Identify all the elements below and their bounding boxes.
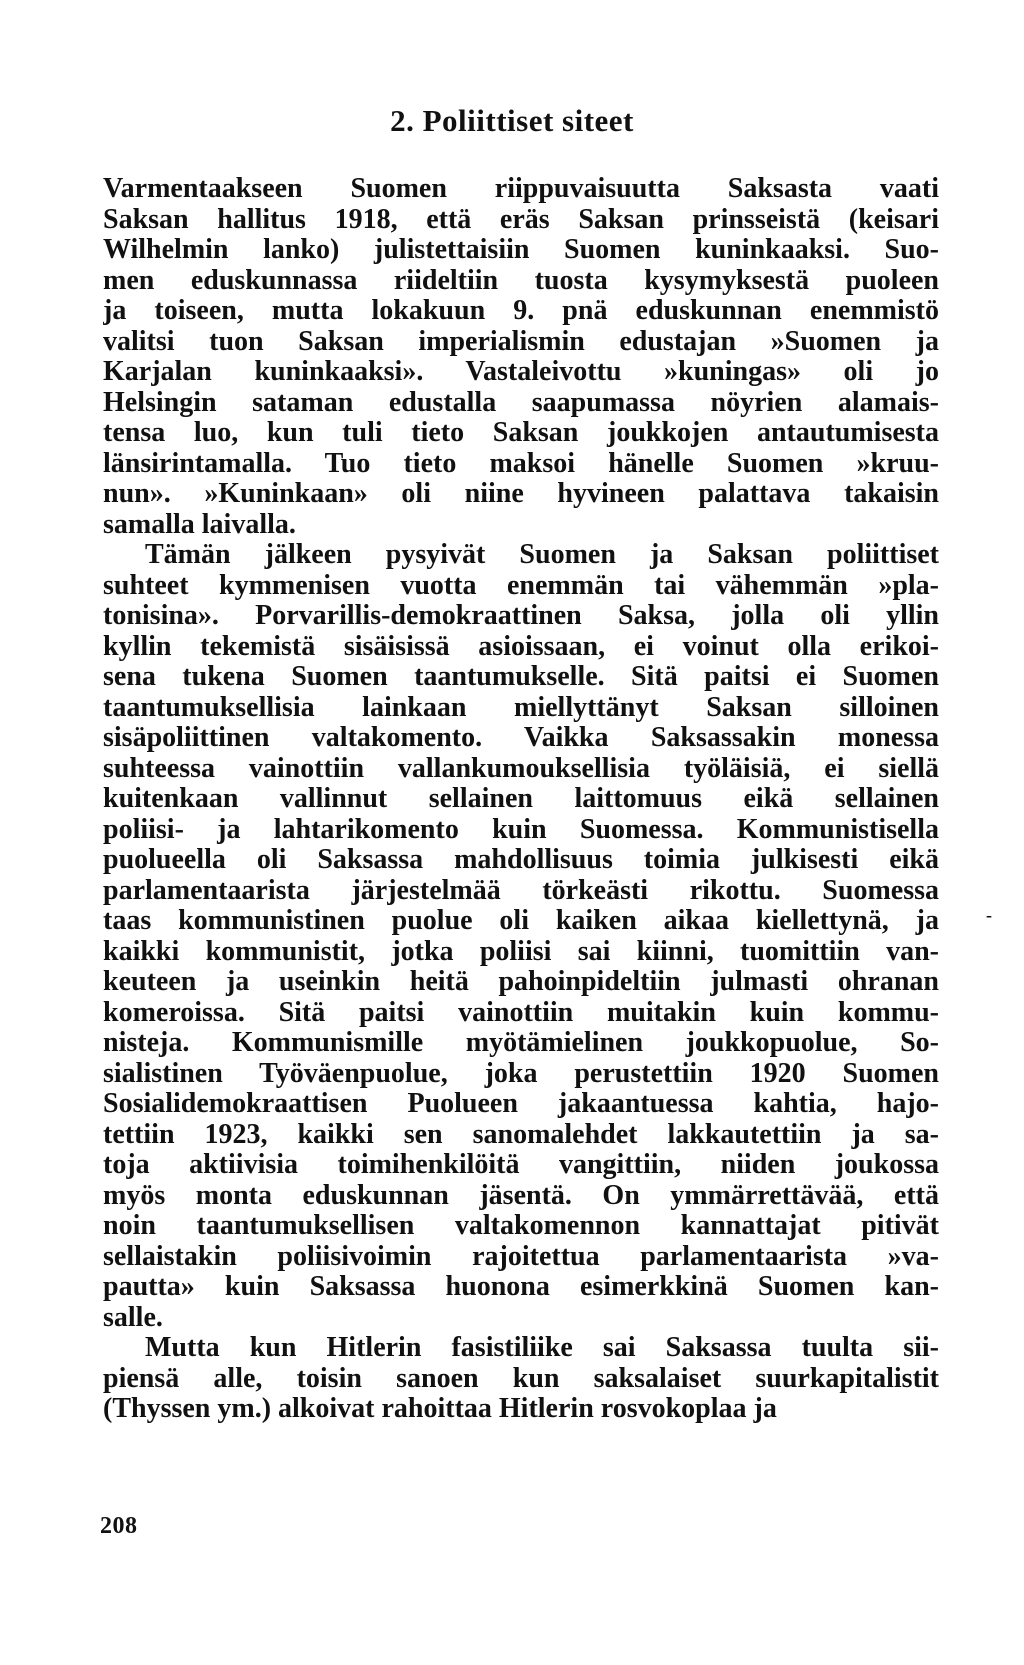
text-line: Varmentaakseen Suomen riippuvaisuutta Saksasta vaati <box>103 174 939 204</box>
text-line: myös monta eduskunnan jäsentä. On ymmärrettävää, että <box>103 1180 939 1211</box>
body-text <box>103 174 939 1425</box>
text-line: sellaistakin poliisivoimin rajoitettua parlamentaarista »va- <box>103 1241 939 1272</box>
text-line: suhteessa vainottiin vallankumouksellisia työläisiä, ei siellä <box>103 753 939 784</box>
text-line: toja aktiivisia toimihenkilöitä vangittiin, niiden joukossa <box>103 1150 939 1180</box>
text-line: sisäpoliittinen valtakomento. Vaikka Saksassakin monessa <box>103 723 939 753</box>
text-line: parlamentaarista järjestelmää törkeästi rikottu. Suomessa <box>103 875 939 906</box>
text-line: poliisi- ja lahtarikomento kuin Suomessa. Kommunistisella <box>103 814 939 845</box>
text-line: taantumuksellisia lainkaan miellyttänyt Saksan silloinen <box>103 692 939 723</box>
text-line: piensä alle, toisin sanoen kun saksalaiset suurkapitalistit <box>103 1363 939 1394</box>
text-line: sialistinen Työväenpuolue, joka perustettiin 1920 Suomen <box>103 1058 939 1089</box>
text-line: kaikki kommunistit, jotka poliisi sai kiinni, tuomittiin van- <box>103 936 939 967</box>
text-line: Sosialidemokraattisen Puolueen jakaantuessa kahtia, hajo- <box>103 1089 939 1119</box>
text-line: ja toiseen, mutta lokakuun 9. pnä eduskunnan enemmistö <box>103 296 939 326</box>
text-line: Karjalan kuninkaaksi». Vastaleivottu »kuningas» oli jo <box>103 357 939 387</box>
text-line: tonisina». Porvarillis-demokraattinen Saksa, jolla oli yllin <box>103 601 939 631</box>
margin-mark: - <box>986 905 992 925</box>
text-line: kuitenkaan vallinnut sellainen laittomuus eikä sellainen <box>103 784 939 814</box>
text-line: keuteen ja useinkin heitä pahoinpideltiin julmasti ohranan <box>103 967 939 997</box>
text-line: tettiin 1923, kaikki sen sanomalehdet lakkautettiin ja sa- <box>103 1119 939 1150</box>
text-line: sena tukena Suomen taantumukselle. Sitä paitsi ei Suomen <box>103 662 939 692</box>
text-line: men eduskunnassa riideltiin tuosta kysymyksestä puoleen <box>103 265 939 296</box>
text-line: salle. <box>103 1302 163 1333</box>
text-line: suhteet kymmenisen vuotta enemmän tai vähemmän »pla- <box>103 570 939 601</box>
paragraph <box>103 174 939 540</box>
paragraph <box>103 1333 939 1425</box>
text-line: Wilhelmin lanko) julistettaisiin Suomen kuninkaaksi. Suo- <box>103 235 939 265</box>
text-line: nun». »Kuninkaan» oli niine hyvineen palattava takaisin <box>103 479 939 509</box>
text-line: länsirintamalla. Tuo tieto maksoi hänelle Suomen »kruu- <box>103 448 939 479</box>
text-line: taas kommunistinen puolue oli kaiken aikaa kiellettynä, ja <box>103 906 939 936</box>
text-line: tensa luo, kun tuli tieto Saksan joukkojen antautumisesta <box>103 418 939 448</box>
text-line: valitsi tuon Saksan imperialismin edustajan »Suomen ja <box>103 326 939 357</box>
text-line: (Thyssen ym.) alkoivat rahoittaa Hitlerin rosvokoplaa ja <box>103 1394 777 1424</box>
text-line: Mutta kun Hitlerin fasistiliike sai Saksassa tuulta sii- <box>145 1333 939 1363</box>
text-line: nisteja. Kommunismille myötämielinen joukkopuolue, So- <box>103 1028 939 1058</box>
section-heading: 2. Poliittiset siteet <box>390 103 634 138</box>
page-number: 208 <box>100 1513 138 1539</box>
paragraph <box>103 540 939 1333</box>
text-line: Tämän jälkeen pysyivät Suomen ja Saksan poliittiset <box>145 540 939 570</box>
text-line: kyllin tekemistä sisäisissä asioissaan, ei voinut olla erikoi- <box>103 631 939 662</box>
text-line: samalla laivalla. <box>103 509 296 540</box>
text-line: komeroissa. Sitä paitsi vainottiin muitakin kuin kommu- <box>103 997 939 1028</box>
text-line: pautta» kuin Saksassa huonona esimerkkinä Suomen kan- <box>103 1272 939 1302</box>
text-line: noin taantumuksellisen valtakomennon kannattajat pitivät <box>103 1211 939 1241</box>
text-line: Helsingin sataman edustalla saapumassa nöyrien alamais- <box>103 387 939 418</box>
text-line: Saksan hallitus 1918, että eräs Saksan prinsseistä (keisari <box>103 204 939 235</box>
text-line: puolueella oli Saksassa mahdollisuus toimia julkisesti eikä <box>103 845 939 875</box>
